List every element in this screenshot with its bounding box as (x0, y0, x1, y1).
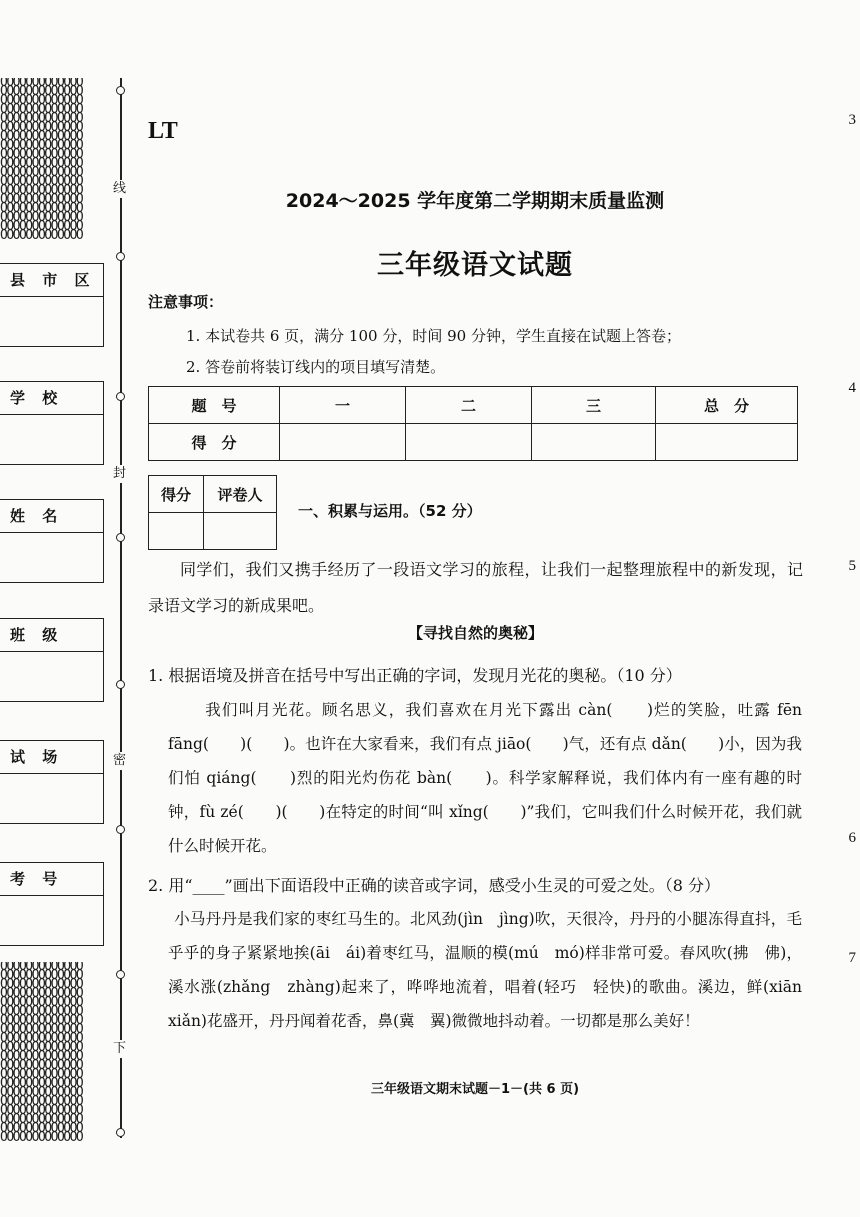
page-marker: 5 (848, 558, 856, 574)
question-1-text: 1. 根据语境及拼音在括号中写出正确的字词，发现月光花的奥秘。（10 分） (148, 666, 682, 685)
binding-circle (116, 392, 125, 401)
binding-line (120, 78, 122, 1138)
field-label: 学 校 (0, 382, 103, 415)
binding-char: 线 (113, 181, 127, 196)
subsection-heading: 【寻找自然的奥秘】 (407, 624, 543, 642)
grader-header-cell: 得分 (149, 476, 204, 513)
page-marker: 7 (848, 950, 856, 966)
score-header-cell: 一 (280, 387, 406, 424)
field-name[interactable] (0, 499, 104, 583)
score-header-cell: 二 (406, 387, 532, 424)
notice-item: 2. 答卷前将装订线内的项目填写清楚。 (186, 358, 446, 376)
grader-input-cell[interactable] (204, 513, 277, 550)
notice-item: 1. 本试卷共 6 页，满分 100 分，时间 90 分钟，学生直接在试题上答卷； (186, 327, 681, 345)
binding-char: 封 (113, 466, 127, 481)
field-school[interactable] (0, 381, 104, 465)
binding-circle (116, 1128, 125, 1137)
exam-name: 2024～2025 学年度第二学期期末质量监测 (285, 190, 665, 212)
score-input-cell[interactable] (406, 424, 532, 461)
question-2-passage: 小马丹丹是我们家的枣红马生的。北风劲(jìn jìng)吹，天很冷，丹丹的小腿冻得直抖，毛乎乎的身子紧紧地挨(āi ái)着枣红马，温顺的模(mú mó)样非常可爱。春风吹(拂 佛)，溪水涨(zhǎng zhàng)起来了，哗哗地流着，唱着(轻巧 轻快)的歌曲。溪边，鲜(xiān xiǎn)花盛开，丹丹闻着花香，鼻(冀 翼)微微地抖动着。一切都是那么美好！ (168, 910, 818, 1030)
field-exam-number[interactable] (0, 862, 104, 946)
page-footer: 三年级语文期末试题－1－(共 6 页) (370, 1082, 580, 1097)
page-marker: 3 (848, 112, 856, 128)
binding-circle (116, 86, 125, 95)
section-title: 一、积累与运用。（52 分） (298, 502, 482, 520)
field-room[interactable] (0, 740, 104, 824)
binding-circle (116, 825, 125, 834)
field-label: 县 市 区 (0, 264, 103, 297)
score-header-cell: 总 分 (656, 387, 798, 424)
section-intro: 同学们，我们又携手经历了一段语文学习的旅程，让我们一起整理旅程中的新发现，记录语文学习的新成果吧。 (148, 560, 803, 615)
page-marker: 4 (848, 380, 856, 396)
field-label: 试 场 (0, 741, 103, 774)
score-input-cell[interactable] (280, 424, 406, 461)
grader-input-cell[interactable] (149, 513, 204, 550)
field-county[interactable] (0, 263, 104, 347)
score-header-cell: 三 (532, 387, 656, 424)
binding-circle (116, 252, 125, 261)
question-1-passage: 我们叫月光花。顾名思义，我们喜欢在月光下露出 càn( )烂的笑脸，吐露 fēn fāng( )( )。也许在大家看来，我们有点 jiāo( )气，还有点 dǎn( )小，因为我们怕 qiáng( )烈的阳光灼伤花 bàn( )。科学家解释说，我们体内有一座有趣的时钟，fù zé( )( )在特定的时间“叫 xǐng( )”我们，它叫我们什么时候开花，我们就什么时候开花。 (168, 701, 802, 855)
score-table (148, 386, 798, 461)
binding-char: 密 (113, 753, 127, 768)
logo: LT (148, 118, 178, 144)
grader-header-cell: 评卷人 (204, 476, 277, 513)
score-input-cell[interactable] (532, 424, 656, 461)
binding-circle (116, 680, 125, 689)
binding-dot-pattern-top: OOOOOOOOOOOOO OOOOOOOOOOOOO OOOOOOOOOOOOO OOOOOOOOOOOOO OOOOOOOOOOOOO OOOOOOOOOOOOO OOOOOOOOOOOOO OOOOOOOOOOOOO OOOOOOOOOOOOO OOOOOOOOOOOOO OOOOOOOOOOOOO OOOOOOOOOOOOO OOOOOOOOOOOOO OOOOOOOOOOOOO OOOOOOOOOOOOO OOOOOOOOOOOOO OOOOOOOOOOOOO OOOOOOOOOOOOO (0, 78, 83, 243)
binding-char: 下 (113, 1041, 127, 1056)
score-header-cell: 题 号 (149, 387, 280, 424)
field-label: 班 级 (0, 619, 103, 652)
binding-dot-pattern-bottom: OOOOOOOOOOOOO OOOOOOOOOOOOO OOOOOOOOOOOOO OOOOOOOOOOOOO OOOOOOOOOOOOO OOOOOOOOOOOOO OOOOOOOOOOOOO OOOOOOOOOOOOO OOOOOOOOOOOOO OOOOOOOOOOOOO OOOOOOOOOOOOO OOOOOOOOOOOOO OOOOOOOOOOOOO OOOOOOOOOOOOO OOOOOOOOOOOOO OOOOOOOOOOOOO OOOOOOOOOOOOO OOOOOOOOOOOOO OOOOOOOOOOOOO OOOOOOOOOOOOO (0, 962, 83, 1144)
grader-table (148, 475, 277, 550)
binding-circle (116, 970, 125, 979)
score-input-cell[interactable] (656, 424, 798, 461)
field-label: 考 号 (0, 863, 103, 896)
question-2-text: 2. 用“____”画出下面语段中正确的读音或字词，感受小生灵的可爱之处。（8 分） (148, 876, 720, 895)
field-label: 姓 名 (0, 500, 103, 533)
binding-circle (116, 533, 125, 542)
page-marker: 6 (848, 830, 856, 846)
notice-heading: 注意事项： (148, 293, 224, 311)
page-title: 三年级语文试题 (377, 250, 573, 281)
field-class[interactable] (0, 618, 104, 702)
score-row-label: 得 分 (149, 424, 280, 461)
